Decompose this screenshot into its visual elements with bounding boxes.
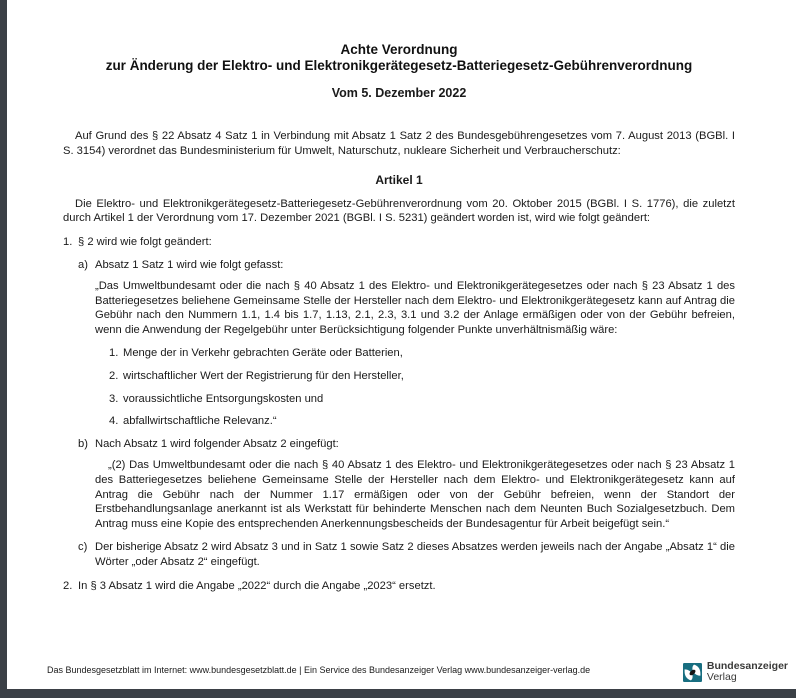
publisher-logo-name: Bundesanzeiger: [706, 660, 788, 672]
list-item-2-text: In § 3 Absatz 1 wird die Angabe „2022“ durch die Angabe „2023“ ersetzt.: [78, 579, 436, 592]
list-item-1-number: 1.: [63, 236, 73, 249]
sub-item-a-letter: a): [78, 258, 88, 271]
criteria-item-4-text: abfallwirtschaftliche Relevanz.“: [123, 415, 277, 428]
document-date: Vom 5. Dezember 2022: [331, 86, 467, 100]
criteria-item-4-number: 4.: [109, 415, 119, 428]
article-1-heading: Artikel 1: [375, 172, 423, 187]
page-edge-left: [0, 0, 7, 698]
sub-item-c-body: [95, 540, 735, 570]
publisher-logo: [683, 661, 788, 683]
publisher-logo-text: [707, 661, 788, 683]
title-line-2: zur Änderung der Elektro- und Elektronikgerätegesetz-Batteriegesetz-Gebührenverordnung: [105, 58, 693, 73]
list-item-2-number: 2.: [63, 579, 73, 592]
document-title: [63, 42, 735, 74]
list-item-2: [63, 579, 735, 594]
footer-text-before: Das Bundesgesetzblatt im Internet:: [47, 665, 190, 675]
criteria-item-1-number: 1.: [109, 346, 119, 359]
footer-link-bundesanzeiger[interactable]: www.bundesanzeiger-verlag.de: [464, 665, 591, 675]
criteria-item-2-text: wirtschaftlicher Wert der Registrierung für den Hersteller,: [123, 369, 404, 382]
sub-item-c: [78, 540, 735, 570]
criteria-item-2-number: 2.: [109, 369, 119, 382]
article-1-intro: Die Elektro- und Elektronikgerätegesetz-Batteriegesetz-Gebührenverordnung vom 20. Oktober 2015 (BGBl. I S. 1776), die zuletzt durch Artikel 1 der Verordnung vom 17. Dezember 2021 (BGBl. I S. 5231) geändert worden ist, wird wie folgt geändert:: [63, 197, 735, 225]
footer-text: [47, 665, 590, 676]
sub-item-b: [78, 437, 735, 532]
sub-item-b-letter: b): [78, 438, 88, 451]
sub-item-a-text: Absatz 1 Satz 1 wird wie folgt gefasst:: [95, 258, 284, 271]
criteria-item-1-text: Menge der in Verkehr gebrachten Geräte oder Batterien,: [123, 346, 403, 359]
list-item-1-body: [78, 235, 735, 569]
criteria-item-4: [109, 414, 735, 429]
criteria-item-3: [109, 392, 735, 407]
title-line-1: Achte Verordnung: [340, 42, 458, 57]
sub-item-b-quote: „(2) Das Umweltbundesamt oder die nach § 40 Absatz 1 des Elektro- und Elektronikgerätegesetzes oder nach § 23 Absatz 1 des Batteriegesetzes beliehene Gemeinsame Stelle der Hersteller nach dem Elektro- und Elektronikgerätegesetz kann auf Antrag die Gebühr nach der Nummer 1.17 ermäßigen oder von der Gebühr befreien, wenn der Standort der Erstbehandlungsanlage anerkannt ist als Werkstatt für behinderte Menschen nach dem Neunten Buch Sozialgesetzbuch. Dem Antrag muss eine Kopie des entsprechenden Anerkennungsbescheids der Bundesagentur für Arbeit beigefügt sein.“: [95, 458, 735, 531]
bundesanzeiger-logo-icon: [683, 663, 702, 682]
sub-item-a-quote: „Das Umweltbundesamt oder die nach § 40 Absatz 1 des Elektro- und Elektronikgerätegesetzes oder nach § 23 Absatz 1 des Batteriegesetzes beliehene Gemeinsame Stelle der Hersteller nach dem Elektro- und Elektronikgerätegesetz kann auf Antrag die Gebühr nach den Nummern 1.1, 1.4 bis 1.7, 1.13, 2.1, 2.3, 3.1 und 3.2 der Anlage ermäßigen oder von der Gebühr befreien, wenn die Anwendung der Regelgebühr unter Berücksichtigung folgender Punkte unverhältnismäßig wäre:: [95, 279, 735, 337]
sub-item-c-text: Der bisherige Absatz 2 wird Absatz 3 und in Satz 1 sowie Satz 2 dieses Absatzes werden jeweils nach der Angabe „Absatz 1“ die Wörter „oder Absatz 2“ eingefügt.: [95, 540, 735, 568]
sub-item-c-letter: c): [78, 540, 88, 553]
page-edge-bottom: [0, 689, 796, 698]
sub-item-a-body: [95, 258, 735, 429]
criteria-item-3-text: voraussichtliche Entsorgungskosten und: [123, 392, 324, 405]
sub-item-a: [78, 258, 735, 429]
list-item-1: [63, 235, 735, 569]
footer-text-middle: | Ein Service des Bundesanzeiger Verlag: [296, 665, 465, 675]
footer-link-bundesgesetzblatt[interactable]: www.bundesgesetzblatt.de: [189, 665, 297, 675]
criteria-item-2: [109, 369, 735, 384]
list-item-1-text: § 2 wird wie folgt geändert:: [78, 236, 212, 249]
list-item-2-body: [78, 579, 735, 594]
sub-item-b-text: Nach Absatz 1 wird folgender Absatz 2 eingefügt:: [95, 438, 339, 451]
preamble-paragraph: Auf Grund des § 22 Absatz 4 Satz 1 in Verbindung mit Absatz 1 Satz 2 des Bundesgebührengesetzes vom 7. August 2013 (BGBl. I S. 3154) verordnet das Bundesministerium für Umwelt, Naturschutz, nukleare Sicherheit und Verbraucherschutz:: [63, 130, 735, 157]
criteria-item-3-number: 3.: [109, 392, 119, 405]
criteria-item-1: [109, 346, 735, 361]
sub-item-b-body: [95, 437, 735, 532]
publisher-logo-subtitle: Verlag: [706, 671, 737, 683]
